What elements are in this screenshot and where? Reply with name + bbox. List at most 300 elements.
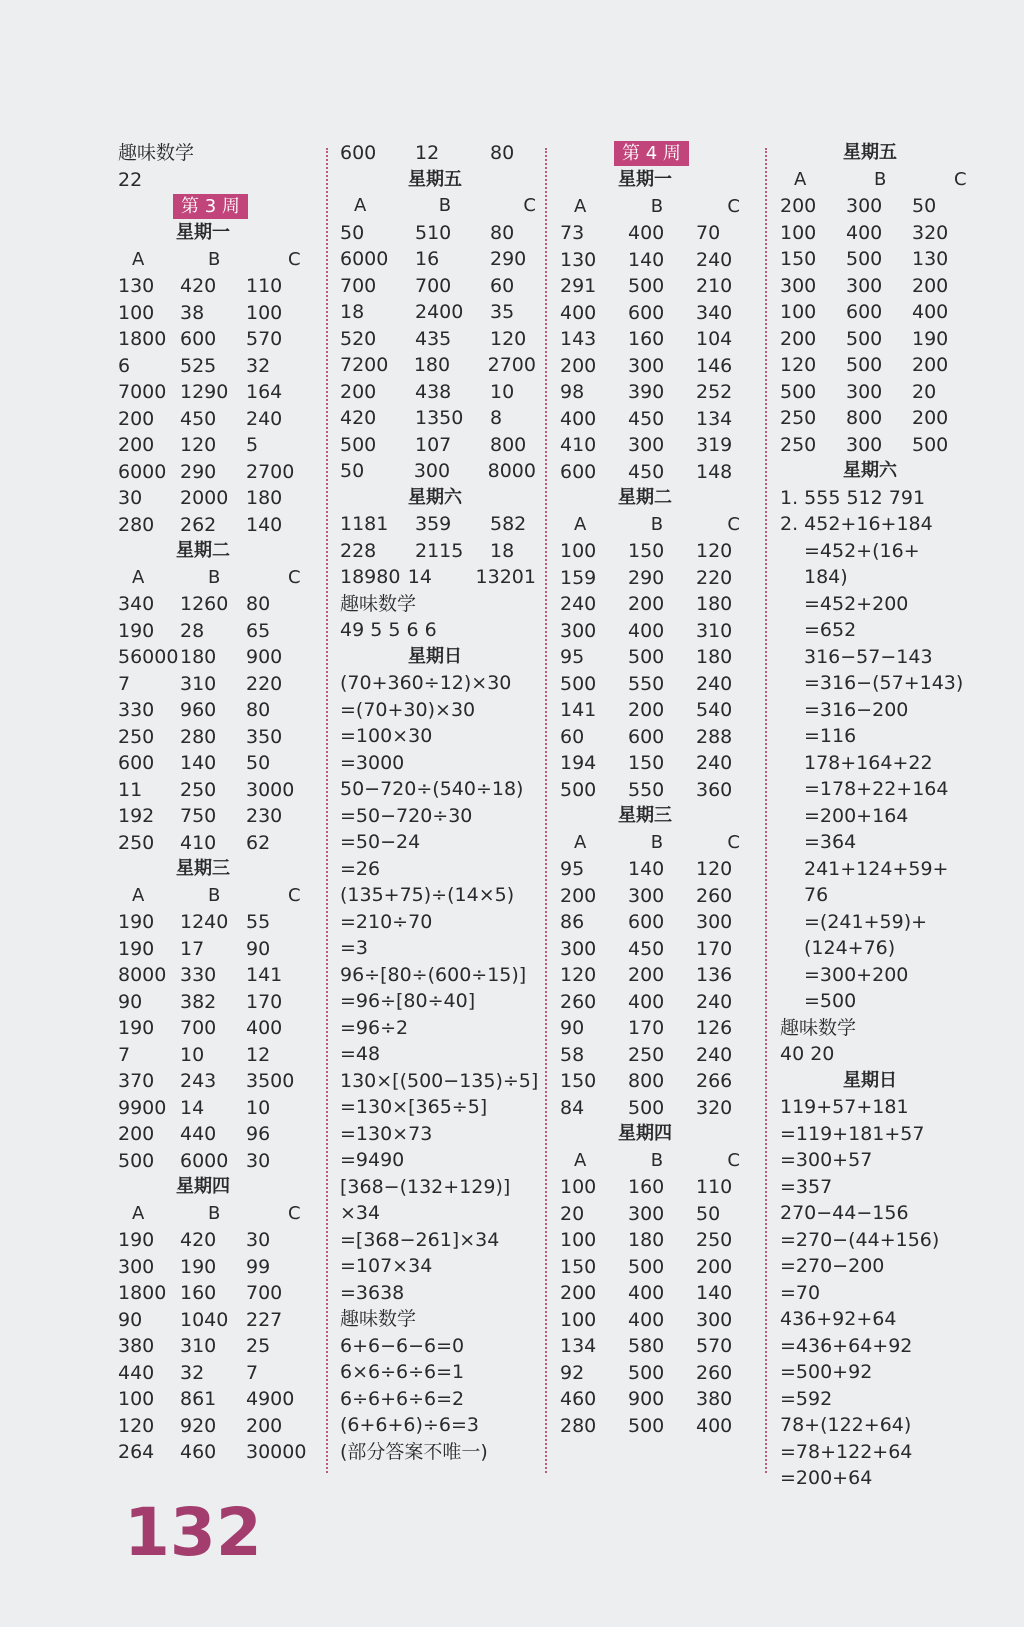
table-cell: 440 — [118, 1361, 155, 1384]
table-cell: 800 — [490, 433, 527, 456]
table-cell: C — [523, 195, 536, 216]
table-cell: 3500 — [246, 1070, 295, 1092]
table-cell: 438 — [415, 380, 452, 403]
answer-row — [340, 273, 536, 300]
calc-line: (124+76) — [804, 937, 896, 959]
table-cell: 2000 — [180, 487, 229, 509]
calc-line: 270−44−156 — [780, 1202, 909, 1224]
day-heading: 星期五 — [408, 168, 462, 190]
calc-line: 6+6−6−6=0 — [340, 1334, 465, 1357]
table-cell: 291 — [560, 275, 597, 297]
calc-line: =3000 — [340, 751, 405, 774]
table-cell: 7 — [118, 672, 131, 695]
table-cell: 60 — [560, 725, 585, 748]
calc-line: =[368−261]×34 — [340, 1228, 500, 1251]
table-cell: 56000 — [118, 646, 179, 668]
answer-row — [340, 140, 536, 167]
table-cell: 1290 — [180, 381, 229, 403]
calc-line: =107×34 — [340, 1255, 433, 1277]
table-cell: 16 — [415, 248, 440, 270]
table-cell: 160 — [628, 1176, 665, 1198]
table-cell: 190 — [180, 1255, 217, 1278]
calc-line: =652 — [804, 619, 857, 641]
table-cell: 2115 — [415, 539, 464, 562]
table-cell: A — [132, 884, 145, 906]
table-cell: 73 — [560, 222, 585, 244]
table-cell: 150 — [560, 1255, 597, 1278]
table-cell: 380 — [696, 1388, 733, 1410]
table-cell: 38 — [180, 301, 205, 324]
table-cell: 180 — [696, 646, 733, 668]
calc-line: =178+22+164 — [804, 778, 949, 800]
answer-row — [118, 697, 308, 724]
intro-line: 趣味数学 — [118, 142, 195, 164]
calc-line: =48 — [340, 1043, 381, 1065]
table-cell: 20 — [912, 380, 937, 403]
table-cell: 1260 — [180, 593, 229, 615]
table-cell: 200 — [628, 593, 665, 615]
calc-line: =300+200 — [804, 963, 909, 986]
calc-line: =357 — [780, 1175, 833, 1198]
day-heading: 星期四 — [176, 1176, 230, 1197]
answer-row — [560, 538, 740, 565]
table-cell: 600 — [560, 460, 597, 483]
column-header-row — [560, 512, 740, 539]
calc-line: =200+164 — [804, 804, 909, 827]
table-cell: 1240 — [180, 911, 229, 933]
answer-row — [560, 750, 740, 777]
table-cell: 900 — [246, 646, 283, 668]
table-cell: 510 — [415, 221, 452, 244]
table-cell: C — [727, 1149, 740, 1171]
table-cell: 200 — [118, 434, 155, 456]
calc-line: 50−720÷(540÷18) — [340, 778, 524, 800]
answer-column-4 — [780, 140, 980, 1492]
table-cell: 250 — [696, 1229, 733, 1251]
calc-line: =(241+59)+ — [804, 910, 928, 933]
table-cell: 90 — [246, 937, 271, 960]
table-cell: C — [727, 195, 740, 217]
table-cell: 264 — [118, 1441, 155, 1463]
table-cell: 95 — [560, 646, 585, 668]
calc-line: 184) — [804, 566, 848, 588]
answer-row — [118, 300, 308, 327]
column-header-row — [780, 167, 980, 194]
table-cell: 340 — [696, 301, 733, 324]
answer-row — [560, 1280, 740, 1307]
table-cell: 10 — [490, 380, 515, 403]
table-cell: 5 — [246, 434, 259, 456]
table-cell: B — [438, 195, 452, 216]
day-heading: 星期三 — [618, 805, 672, 826]
table-cell: 420 — [340, 407, 377, 429]
answer-row — [118, 989, 308, 1016]
table-cell: 200 — [560, 884, 597, 907]
table-cell: 120 — [696, 858, 733, 880]
table-cell: 1040 — [180, 1308, 229, 1331]
table-cell: 7000 — [118, 381, 167, 403]
table-cell: 2700 — [246, 460, 295, 483]
answer-row — [118, 1121, 308, 1148]
table-cell: 800 — [846, 407, 883, 429]
table-cell: 110 — [696, 1176, 733, 1198]
table-cell: 190 — [118, 619, 155, 642]
answer-row — [560, 1333, 740, 1360]
calc-line: 6÷6+6÷6=2 — [340, 1387, 465, 1410]
table-cell: 340 — [118, 593, 155, 615]
table-cell: 600 — [180, 328, 217, 350]
table-cell: 300 — [780, 274, 817, 297]
table-cell: 8 — [490, 407, 503, 429]
table-cell: 100 — [560, 1229, 597, 1251]
table-cell: 70 — [696, 222, 721, 244]
calc-line: 119+57+181 — [780, 1096, 909, 1118]
table-cell: 160 — [180, 1282, 217, 1304]
table-cell: 400 — [628, 990, 665, 1013]
column-header-row — [560, 830, 740, 857]
table-cell: 500 — [846, 248, 883, 270]
answer-row — [118, 485, 308, 512]
table-cell: 300 — [696, 1308, 733, 1331]
table-cell: 400 — [846, 221, 883, 244]
table-cell: 252 — [696, 381, 733, 403]
table-cell: 6000 — [180, 1149, 229, 1172]
table-cell: 390 — [628, 381, 665, 403]
table-cell: 500 — [628, 1361, 665, 1384]
table-cell: 300 — [846, 433, 883, 456]
day-heading: 星期五 — [843, 142, 897, 163]
answer-row — [560, 273, 740, 300]
table-cell: 400 — [560, 407, 597, 430]
answer-row — [560, 936, 740, 963]
table-cell: 300 — [628, 434, 665, 456]
table-cell: 84 — [560, 1096, 585, 1119]
table-cell: 130 — [560, 248, 597, 271]
answer-row — [118, 1439, 308, 1466]
table-cell: 200 — [628, 964, 665, 986]
table-cell: C — [288, 884, 301, 906]
table-cell: 10 — [180, 1043, 205, 1066]
table-cell: A — [574, 1149, 587, 1171]
answer-row — [780, 193, 980, 220]
answer-row — [118, 1386, 308, 1413]
table-cell: 300 — [118, 1255, 155, 1278]
table-cell: B — [650, 831, 664, 853]
table-cell: 240 — [696, 752, 733, 774]
answer-row — [118, 962, 308, 989]
answer-row — [560, 644, 740, 671]
day-heading: 星期一 — [618, 169, 672, 190]
table-cell: 7200 — [340, 354, 389, 376]
table-cell: 520 — [340, 327, 377, 350]
table-cell: 580 — [628, 1335, 665, 1357]
answer-row — [118, 459, 308, 486]
day-heading: 星期六 — [843, 460, 897, 481]
answer-row — [780, 273, 980, 300]
table-cell: 120 — [560, 964, 597, 986]
table-cell: 435 — [415, 327, 452, 350]
table-cell: 190 — [118, 937, 155, 960]
answer-row — [118, 1333, 308, 1360]
answer-row — [560, 671, 740, 698]
table-cell: 500 — [846, 354, 883, 376]
answer-column-2 — [340, 140, 539, 1465]
answer-row — [118, 1015, 308, 1042]
table-cell: 290 — [180, 460, 217, 483]
table-cell: 300 — [696, 911, 733, 933]
day-heading: 星期日 — [843, 1069, 897, 1091]
table-cell: 190 — [118, 1017, 155, 1039]
calc-line: =364 — [804, 831, 857, 853]
table-cell: 290 — [628, 566, 665, 589]
table-cell: 450 — [628, 460, 665, 483]
answer-row — [118, 909, 308, 936]
table-cell: 30000 — [246, 1441, 307, 1463]
table-cell: 240 — [696, 990, 733, 1013]
table-cell: 450 — [180, 407, 217, 430]
calc-line: 316−57−143 — [804, 645, 933, 668]
calc-line: 78+(122+64) — [780, 1414, 912, 1436]
calc-line: =3638 — [340, 1281, 405, 1304]
table-cell: 140 — [246, 513, 283, 536]
calc-line: =100×30 — [340, 725, 433, 747]
table-cell: 140 — [180, 752, 217, 774]
answer-row — [780, 352, 980, 379]
table-cell: 700 — [415, 274, 452, 297]
answer-row — [340, 458, 536, 485]
answer-row — [118, 1068, 308, 1095]
calc-line: =50−720÷30 — [340, 804, 473, 827]
calc-line: 96÷[80÷(600÷15)] — [340, 963, 527, 986]
table-cell: B — [874, 168, 887, 190]
table-cell: 140 — [696, 1282, 733, 1304]
answer-row — [780, 379, 980, 406]
answer-row — [780, 405, 980, 432]
table-cell: 190 — [118, 911, 155, 933]
table-cell: 420 — [180, 275, 217, 297]
column-header-row — [118, 247, 308, 274]
table-cell: 100 — [118, 1388, 155, 1410]
answer-row — [560, 220, 740, 247]
answer-row — [118, 273, 308, 300]
answer-row — [118, 406, 308, 433]
table-cell: 180 — [696, 593, 733, 615]
table-cell: 600 — [340, 142, 377, 164]
answer-row — [118, 724, 308, 751]
week-badge: 第 4 周 — [614, 141, 689, 166]
table-cell: 200 — [628, 699, 665, 721]
table-cell: 100 — [118, 301, 155, 324]
table-cell: B — [650, 1149, 664, 1171]
table-cell: 250 — [118, 725, 155, 748]
table-cell: 600 — [118, 752, 155, 774]
answer-row — [340, 405, 536, 432]
table-cell: 400 — [628, 1282, 665, 1304]
table-cell: 266 — [696, 1070, 733, 1092]
table-cell: 100 — [560, 540, 597, 562]
table-cell: 200 — [912, 407, 949, 429]
answer-row — [560, 300, 740, 327]
table-cell: 300 — [413, 460, 451, 482]
day-heading: 星期四 — [618, 1123, 672, 1144]
answer-row — [340, 299, 536, 326]
table-cell: 8000 — [118, 964, 167, 986]
table-cell: 170 — [628, 1017, 665, 1039]
calc-line: 436+92+64 — [780, 1308, 897, 1330]
column-header-row — [340, 193, 536, 220]
table-cell: 1350 — [415, 407, 464, 429]
column-divider — [326, 148, 328, 1473]
calc-line: =452+200 — [804, 592, 909, 615]
table-cell: 700 — [246, 1282, 283, 1304]
table-cell: 141 — [560, 699, 597, 721]
calc-line: =500 — [804, 990, 857, 1012]
answer-row — [560, 909, 740, 936]
answer-row — [340, 220, 536, 247]
calc-line: 241+124+59+ — [804, 857, 949, 880]
day-heading: 星期三 — [176, 858, 230, 879]
table-cell: 2400 — [415, 301, 464, 323]
table-cell: 80 — [490, 142, 515, 164]
table-cell: 320 — [696, 1096, 733, 1119]
table-cell: 35 — [490, 301, 515, 323]
answer-row — [118, 591, 308, 618]
table-cell: 220 — [696, 566, 733, 589]
table-cell: 550 — [628, 778, 665, 801]
column-header-row — [118, 883, 308, 910]
table-cell: 240 — [696, 1043, 733, 1066]
calc-line: =200+64 — [780, 1467, 873, 1489]
answer-column-1 — [118, 140, 308, 1466]
table-cell: 180 — [413, 354, 451, 376]
table-cell: 450 — [628, 407, 665, 430]
calc-line: =9490 — [340, 1149, 405, 1171]
table-cell: 17 — [180, 937, 205, 960]
answer-row — [780, 299, 980, 326]
answer-column-3 — [560, 140, 740, 1439]
answer-row — [560, 353, 740, 380]
answer-row — [340, 538, 536, 565]
table-cell: 250 — [180, 778, 217, 801]
answer-row — [560, 1413, 740, 1440]
answer-row — [560, 777, 740, 804]
table-cell: 1181 — [340, 513, 389, 535]
answer-row — [560, 459, 740, 486]
table-cell: A — [132, 566, 145, 588]
answer-row — [560, 1360, 740, 1387]
table-cell: 260 — [560, 990, 597, 1013]
table-cell: 159 — [560, 566, 597, 589]
calc-line: =(70+30)×30 — [340, 698, 476, 721]
column-header-row — [118, 565, 308, 592]
table-cell: 250 — [780, 407, 817, 429]
table-cell: 260 — [696, 1361, 733, 1384]
table-cell: 18 — [490, 539, 515, 562]
answer-row — [560, 618, 740, 645]
answer-row — [118, 1360, 308, 1387]
table-cell: 180 — [628, 1229, 665, 1251]
table-cell: 300 — [560, 619, 597, 642]
answer-row — [118, 512, 308, 539]
answer-row — [560, 1307, 740, 1334]
table-cell: 750 — [180, 805, 217, 827]
answer-row — [340, 564, 536, 591]
table-cell: 180 — [246, 487, 283, 509]
table-cell: 280 — [180, 725, 217, 748]
table-cell: 200 — [340, 380, 377, 403]
table-cell: 300 — [628, 1202, 665, 1225]
answer-row — [118, 671, 308, 698]
calc-line: =116 — [804, 725, 857, 747]
table-cell: C — [288, 1202, 301, 1224]
table-cell: 18980 — [340, 566, 401, 588]
calc-line: (70+360÷12)×30 — [340, 672, 512, 694]
answer-row — [340, 511, 536, 538]
table-cell: 582 — [490, 513, 527, 535]
table-cell: 110 — [246, 275, 283, 297]
answer-row — [560, 1015, 740, 1042]
table-cell: 525 — [180, 354, 217, 377]
day-heading: 星期日 — [408, 645, 462, 667]
answer-row — [340, 432, 536, 459]
answer-row — [118, 830, 308, 857]
table-cell: 1800 — [118, 328, 167, 350]
answer-row — [780, 326, 980, 353]
answer-row — [560, 406, 740, 433]
calc-line: =436+64+92 — [780, 1334, 913, 1357]
table-cell: 150 — [628, 752, 665, 774]
table-cell: 300 — [628, 884, 665, 907]
table-cell: 600 — [628, 725, 665, 748]
table-cell: 20 — [560, 1202, 585, 1225]
answer-row — [118, 353, 308, 380]
table-cell: 500 — [118, 1149, 155, 1172]
table-cell: 500 — [628, 646, 665, 668]
table-cell: 200 — [780, 327, 817, 350]
table-cell: 148 — [696, 460, 733, 483]
table-cell: 32 — [180, 1361, 205, 1384]
calc-line: 6×6÷6÷6=1 — [340, 1361, 465, 1383]
table-cell: 6000 — [118, 460, 167, 483]
table-cell: 107 — [415, 433, 452, 456]
answer-row — [560, 565, 740, 592]
table-cell: 120 — [118, 1414, 155, 1437]
day-heading: 星期六 — [408, 486, 462, 508]
calc-line: =210÷70 — [340, 910, 433, 933]
answer-row — [118, 432, 308, 459]
column-header-row — [560, 1148, 740, 1175]
table-cell: 200 — [560, 1282, 597, 1304]
answer-row — [118, 1095, 308, 1122]
table-cell: 2700 — [487, 354, 536, 376]
table-cell: 130 — [118, 275, 155, 297]
table-cell: C — [727, 513, 740, 535]
calc-line: 130×[(500−135)÷5] — [340, 1069, 539, 1092]
table-cell: 310 — [696, 619, 733, 642]
table-cell: 90 — [118, 990, 143, 1013]
column-divider — [765, 148, 767, 1473]
answer-row — [118, 618, 308, 645]
table-cell: 190 — [118, 1229, 155, 1251]
table-cell: 140 — [628, 248, 665, 271]
table-cell: 3000 — [246, 778, 295, 801]
table-cell: 210 — [696, 275, 733, 297]
calc-line: =130×73 — [340, 1122, 433, 1145]
table-cell: A — [574, 513, 587, 535]
table-cell: 500 — [560, 672, 597, 695]
answer-row — [560, 697, 740, 724]
table-cell: 194 — [560, 752, 597, 774]
